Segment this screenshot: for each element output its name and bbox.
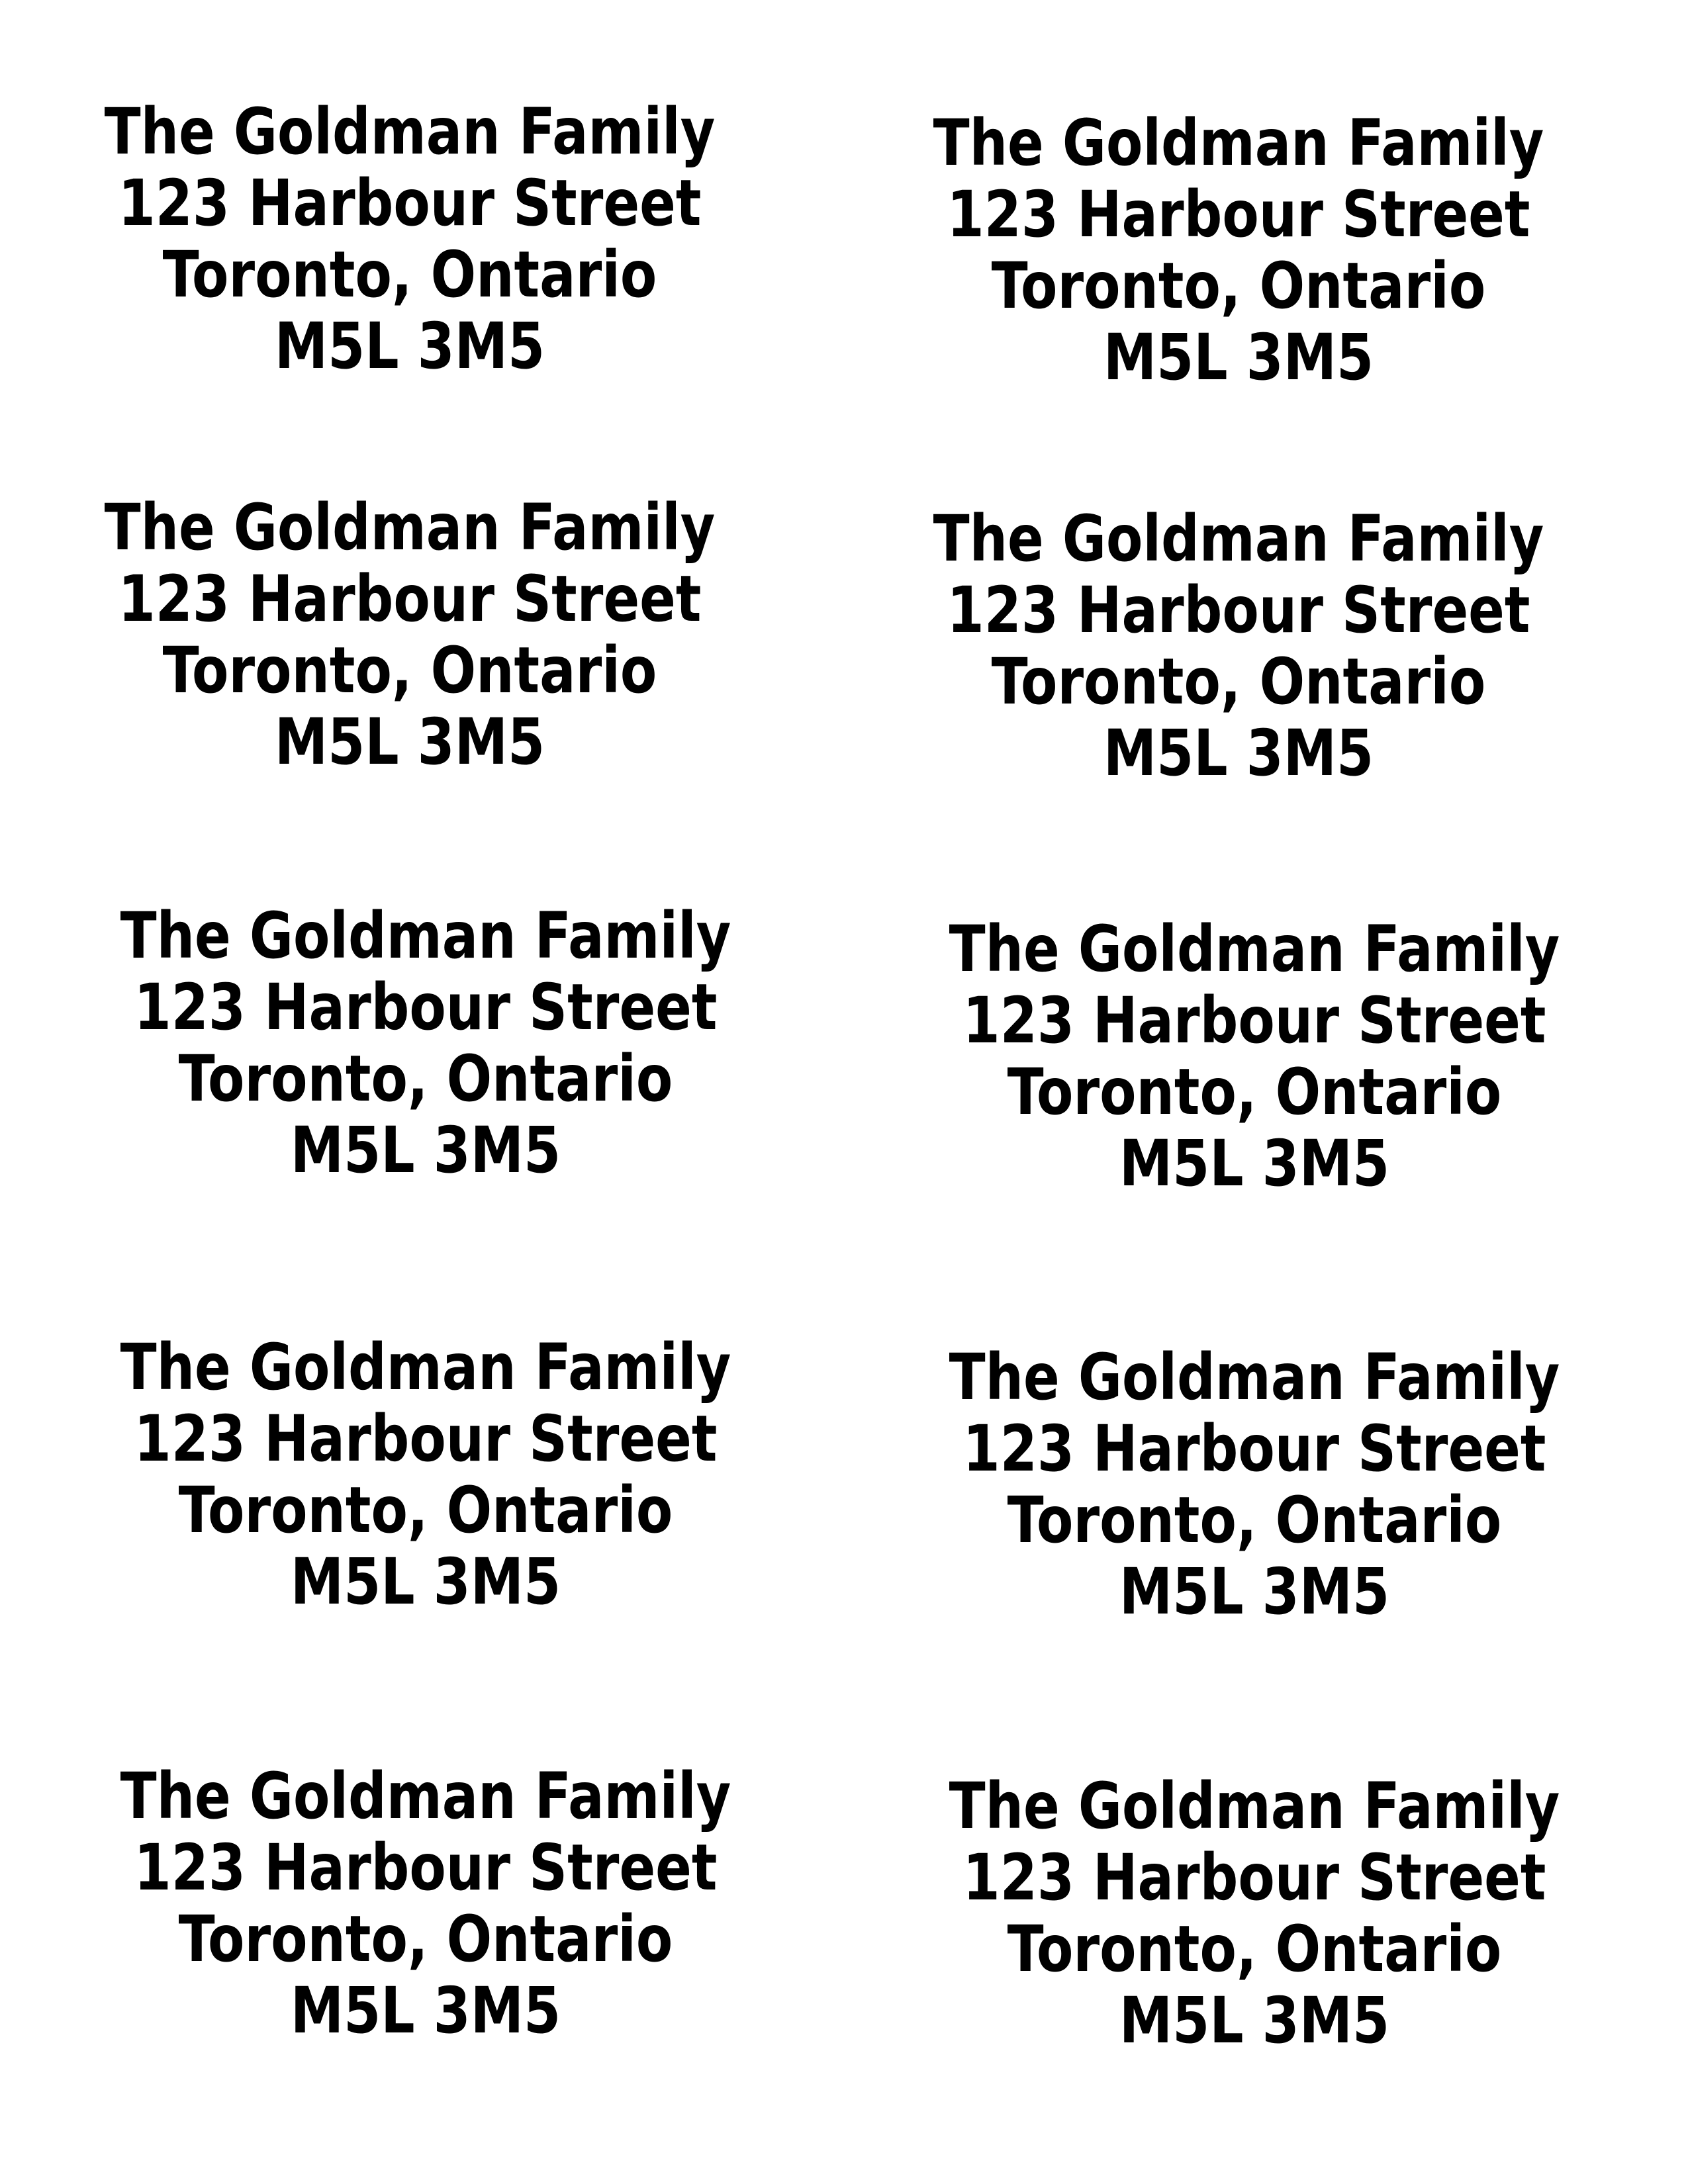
address-line-name: The Goldman Family	[120, 1330, 731, 1404]
address-line-street: 123 Harbour Street	[118, 166, 702, 240]
address-line-name: The Goldman Family	[949, 1340, 1560, 1414]
address-line-postal: M5L 3M5	[1119, 1126, 1390, 1201]
address-line-city: Toronto, Ontario	[178, 1902, 673, 1976]
address-line-street: 123 Harbour Street	[962, 983, 1546, 1058]
address-label	[905, 107, 1572, 393]
address-line-street: 123 Harbour Street	[134, 970, 718, 1044]
address-label	[76, 492, 743, 778]
address-line-city: Toronto, Ontario	[178, 1473, 673, 1547]
address-line-name: The Goldman Family	[933, 106, 1544, 180]
address-label	[921, 1342, 1588, 1627]
address-line-city: Toronto, Ontario	[162, 238, 657, 312]
address-line-postal: M5L 3M5	[290, 1545, 561, 1619]
address-line-name: The Goldman Family	[949, 1769, 1560, 1843]
address-label	[76, 96, 743, 382]
address-line-postal: M5L 3M5	[1119, 1555, 1390, 1629]
address-label	[92, 1760, 759, 2046]
address-line-postal: M5L 3M5	[1103, 716, 1374, 790]
address-line-city: Toronto, Ontario	[1007, 1912, 1502, 1986]
address-label	[921, 913, 1588, 1199]
address-line-name: The Goldman Family	[120, 1759, 731, 1833]
address-label	[92, 1332, 759, 1617]
address-line-name: The Goldman Family	[120, 899, 731, 973]
address-label	[921, 1770, 1588, 2056]
address-line-street: 123 Harbour Street	[962, 1841, 1546, 1915]
address-line-postal: M5L 3M5	[1119, 1983, 1390, 2058]
address-line-postal: M5L 3M5	[290, 1113, 561, 1187]
address-line-city: Toronto, Ontario	[991, 249, 1486, 323]
address-line-street: 123 Harbour Street	[118, 562, 702, 636]
address-line-city: Toronto, Ontario	[991, 645, 1486, 719]
address-line-street: 123 Harbour Street	[947, 177, 1530, 251]
address-line-postal: M5L 3M5	[1103, 320, 1374, 394]
address-line-name: The Goldman Family	[104, 490, 716, 565]
address-label	[905, 503, 1572, 789]
address-line-postal: M5L 3M5	[274, 705, 545, 779]
address-line-city: Toronto, Ontario	[1007, 1483, 1502, 1557]
address-line-city: Toronto, Ontario	[1007, 1055, 1502, 1129]
address-line-postal: M5L 3M5	[274, 309, 545, 383]
address-label	[92, 900, 759, 1186]
address-line-city: Toronto, Ontario	[162, 633, 657, 707]
address-line-street: 123 Harbour Street	[134, 1402, 718, 1476]
address-line-city: Toronto, Ontario	[178, 1042, 673, 1116]
address-line-name: The Goldman Family	[104, 95, 716, 169]
address-line-street: 123 Harbour Street	[962, 1412, 1546, 1486]
address-line-name: The Goldman Family	[949, 912, 1560, 986]
address-line-street: 123 Harbour Street	[134, 1831, 718, 1905]
address-line-name: The Goldman Family	[933, 502, 1544, 576]
address-line-postal: M5L 3M5	[290, 1974, 561, 2048]
address-line-street: 123 Harbour Street	[947, 573, 1530, 647]
